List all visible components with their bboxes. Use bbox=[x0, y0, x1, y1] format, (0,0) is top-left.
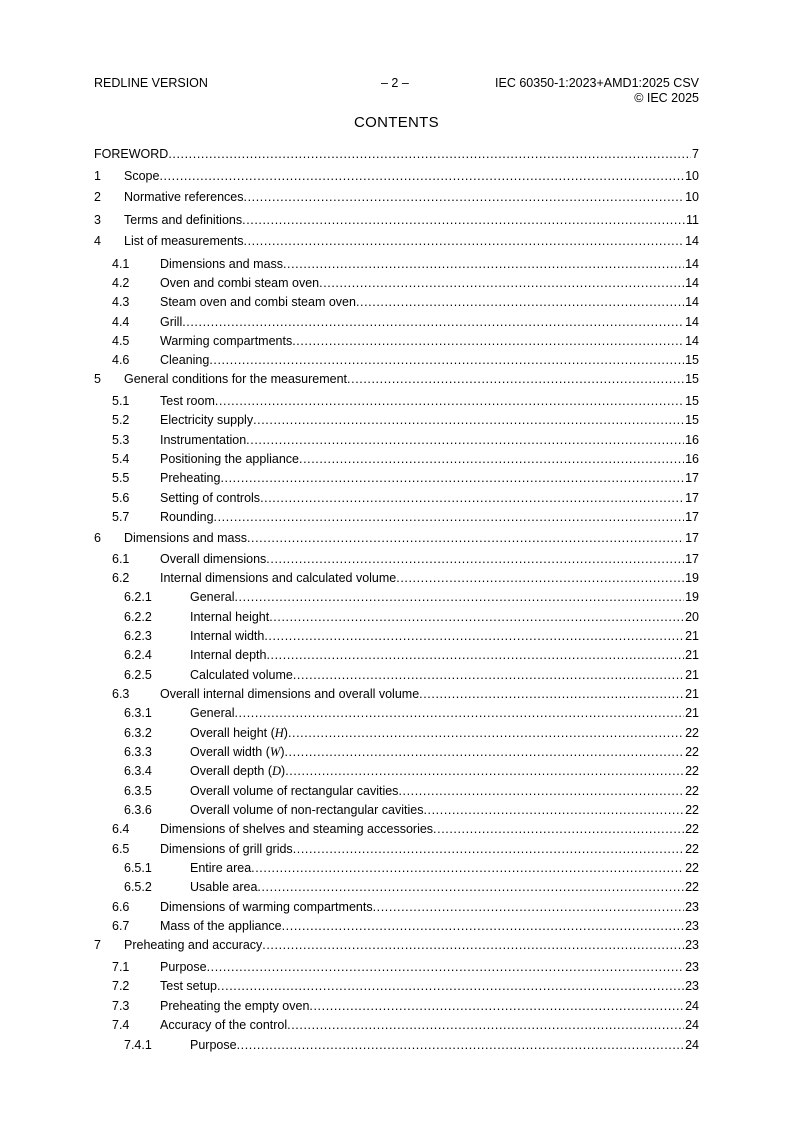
toc-leader-dots bbox=[237, 1037, 685, 1053]
toc-entry[interactable] bbox=[94, 1037, 699, 1053]
toc-leader-dots bbox=[283, 256, 684, 272]
toc-entry-page: 22 bbox=[685, 764, 699, 778]
toc-entry-page: 20 bbox=[685, 610, 699, 624]
toc-entry[interactable] bbox=[94, 530, 699, 546]
toc-entry-label: Purpose bbox=[160, 960, 207, 974]
toc-leader-dots bbox=[423, 802, 684, 818]
toc-entry-page: 14 bbox=[685, 276, 699, 290]
toc-entry-page: 14 bbox=[685, 295, 699, 309]
toc-entry-variable: W bbox=[269, 745, 281, 759]
toc-entry[interactable] bbox=[94, 256, 699, 272]
toc-entry[interactable] bbox=[94, 233, 699, 249]
toc-entry-body bbox=[190, 589, 699, 605]
toc-entry[interactable] bbox=[94, 168, 699, 184]
toc-leader-dots bbox=[293, 667, 684, 683]
toc-entry-label: Preheating and accuracy bbox=[124, 938, 263, 952]
toc-entry[interactable] bbox=[94, 763, 699, 779]
toc-entry-number: 4.3 bbox=[112, 295, 130, 309]
toc-leader-dots bbox=[215, 393, 684, 409]
toc-entry-page: 10 bbox=[685, 190, 699, 204]
toc-leader-dots bbox=[260, 490, 684, 506]
toc-entry-label: Internal dimensions and calculated volume bbox=[160, 571, 397, 585]
toc-entry[interactable] bbox=[94, 146, 699, 162]
toc-entry[interactable] bbox=[94, 879, 699, 895]
toc-entry-page: 22 bbox=[685, 880, 699, 894]
toc-leader-dots bbox=[242, 212, 685, 228]
toc-leader-dots bbox=[433, 821, 684, 837]
toc-leader-dots bbox=[220, 470, 684, 486]
toc-entry-number: 5.6 bbox=[112, 491, 130, 505]
toc-leader-dots bbox=[282, 918, 684, 934]
page-title: CONTENTS bbox=[354, 114, 439, 131]
toc-entry-number: 5.5 bbox=[112, 471, 130, 485]
toc-entry-label: General conditions for the measurement bbox=[124, 372, 348, 386]
toc-leader-dots bbox=[292, 333, 684, 349]
toc-entry-label: Preheating bbox=[160, 471, 221, 485]
toc-leader-dots bbox=[217, 978, 684, 994]
toc-entry-page: 17 bbox=[685, 510, 699, 524]
toc-entry-body bbox=[94, 146, 699, 162]
header-document-id bbox=[495, 76, 699, 105]
toc-leader-dots bbox=[293, 841, 684, 857]
toc-entry-page: 19 bbox=[685, 590, 699, 604]
toc-entry-number: 7 bbox=[94, 938, 101, 952]
toc-entry-number: 4.2 bbox=[112, 276, 130, 290]
toc-entry[interactable] bbox=[94, 1017, 699, 1033]
toc-entry-number: 6.5.1 bbox=[124, 861, 152, 875]
toc-leader-dots bbox=[398, 783, 684, 799]
toc-leader-dots bbox=[159, 168, 684, 184]
toc-entry[interactable] bbox=[94, 294, 699, 310]
toc-entry-page: 14 bbox=[685, 257, 699, 271]
toc-entry-body bbox=[190, 647, 699, 663]
toc-entry-page: 23 bbox=[685, 900, 699, 914]
toc-leader-dots bbox=[347, 371, 684, 387]
toc-leader-dots bbox=[262, 937, 684, 953]
toc-leader-dots bbox=[244, 189, 685, 205]
toc-entry-label: Overall width (W) bbox=[190, 745, 285, 759]
toc-entry-body bbox=[190, 705, 699, 721]
toc-entry-label: Terms and definitions bbox=[124, 213, 243, 227]
toc-entry-label: Scope bbox=[124, 169, 160, 183]
toc-entry-number: 4.5 bbox=[112, 334, 130, 348]
toc-entry-body bbox=[190, 763, 699, 779]
toc-entry-page: 14 bbox=[685, 315, 699, 329]
toc-leader-dots bbox=[284, 744, 684, 760]
toc-entry-body bbox=[190, 1037, 699, 1053]
toc-entry-page: 24 bbox=[685, 999, 699, 1013]
toc-entry[interactable] bbox=[94, 899, 699, 915]
toc-entry-number: 7.2 bbox=[112, 979, 130, 993]
toc-entry-body bbox=[124, 168, 699, 184]
toc-entry-label: Positioning the appliance bbox=[160, 452, 299, 466]
toc-entry-number: 7.3 bbox=[112, 999, 130, 1013]
toc-entry-label: General bbox=[190, 706, 235, 720]
toc-entry-number: 5.7 bbox=[112, 510, 130, 524]
toc-entry-page: 16 bbox=[685, 452, 699, 466]
toc-entry-number: 6.2.5 bbox=[124, 668, 152, 682]
toc-entry-label: Preheating the empty oven bbox=[160, 999, 310, 1013]
toc-entry-number: 4.1 bbox=[112, 257, 130, 271]
toc-entry-label: Oven and combi steam oven bbox=[160, 276, 320, 290]
toc-entry[interactable] bbox=[94, 451, 699, 467]
toc-entry-label: Internal height bbox=[190, 610, 270, 624]
toc-entry-page: 17 bbox=[685, 471, 699, 485]
toc-entry-label: Dimensions of shelves and steaming accessories bbox=[160, 822, 434, 836]
toc-entry-label: FOREWORD bbox=[94, 147, 169, 161]
toc-entry-label: Purpose bbox=[190, 1038, 237, 1052]
toc-entry-body bbox=[160, 1017, 699, 1033]
toc-leader-dots bbox=[356, 294, 684, 310]
toc-entry-body bbox=[160, 978, 699, 994]
toc-entry[interactable] bbox=[94, 802, 699, 818]
toc-entry-body bbox=[160, 294, 699, 310]
toc-entry[interactable] bbox=[94, 470, 699, 486]
toc-entry-number: 5.2 bbox=[112, 413, 130, 427]
toc-entry[interactable] bbox=[94, 959, 699, 975]
toc-leader-dots bbox=[234, 589, 684, 605]
toc-entry-label: Overall volume of rectangular cavities bbox=[190, 784, 399, 798]
toc-entry[interactable] bbox=[94, 918, 699, 934]
toc-entry-body bbox=[160, 352, 699, 368]
toc-entry-label: Test setup bbox=[160, 979, 217, 993]
toc-entry-label: Overall volume of non-rectangular cavities bbox=[190, 803, 424, 817]
header-copyright: © IEC 2025 bbox=[634, 90, 699, 105]
toc-entry-page: 24 bbox=[685, 1018, 699, 1032]
toc-leader-dots bbox=[246, 432, 684, 448]
toc-entry-number: 6.6 bbox=[112, 900, 130, 914]
toc-entry-label: Test room bbox=[160, 394, 215, 408]
toc-entry-number: 5 bbox=[94, 372, 101, 386]
toc-entry-number: 6.2.4 bbox=[124, 648, 152, 662]
toc-entry-number: 1 bbox=[94, 169, 101, 183]
toc-entry-body bbox=[124, 233, 699, 249]
toc-entry[interactable] bbox=[94, 744, 699, 760]
toc-leader-dots bbox=[299, 451, 684, 467]
toc-leader-dots bbox=[253, 412, 684, 428]
toc-leader-dots bbox=[244, 233, 685, 249]
toc-entry[interactable] bbox=[94, 570, 699, 586]
toc-leader-dots bbox=[209, 352, 684, 368]
toc-entry-page: 23 bbox=[685, 960, 699, 974]
toc-leader-dots bbox=[373, 899, 685, 915]
toc-leader-dots bbox=[251, 860, 684, 876]
header-page-number: – 2 – bbox=[381, 76, 409, 90]
toc-entry-number: 6.3.2 bbox=[124, 726, 152, 740]
toc-leader-dots bbox=[269, 609, 684, 625]
toc-leader-dots bbox=[168, 146, 691, 162]
toc-entry-body bbox=[124, 189, 699, 205]
toc-entry-label: Grill bbox=[160, 315, 183, 329]
toc-leader-dots bbox=[309, 998, 684, 1014]
toc-entry-body bbox=[160, 570, 699, 586]
toc-entry-body bbox=[160, 412, 699, 428]
toc-entry-page: 21 bbox=[685, 629, 699, 643]
toc-entry[interactable] bbox=[94, 352, 699, 368]
toc-entry[interactable] bbox=[94, 860, 699, 876]
toc-entry-page: 22 bbox=[685, 745, 699, 759]
toc-entry[interactable] bbox=[94, 333, 699, 349]
toc-entry-body bbox=[160, 275, 699, 291]
toc-entry-number: 6.4 bbox=[112, 822, 130, 836]
toc-leader-dots bbox=[287, 1017, 684, 1033]
toc-entry-body bbox=[190, 667, 699, 683]
toc-entry[interactable] bbox=[94, 589, 699, 605]
toc-entry[interactable] bbox=[94, 937, 699, 953]
toc-leader-dots bbox=[207, 959, 685, 975]
toc-entry-body bbox=[124, 937, 699, 953]
toc-leader-dots bbox=[257, 879, 684, 895]
toc-leader-dots bbox=[247, 530, 684, 546]
toc-entry-label: Overall depth (D) bbox=[190, 764, 286, 778]
toc-entry-label: Normative references bbox=[124, 190, 244, 204]
toc-entry-page: 24 bbox=[685, 1038, 699, 1052]
toc-entry[interactable] bbox=[94, 432, 699, 448]
toc-leader-dots bbox=[419, 686, 684, 702]
toc-entry[interactable] bbox=[94, 609, 699, 625]
toc-entry[interactable] bbox=[94, 841, 699, 857]
toc-entry-number: 5.1 bbox=[112, 394, 130, 408]
toc-entry-body bbox=[124, 371, 699, 387]
toc-entry-page: 15 bbox=[685, 413, 699, 427]
toc-entry-body bbox=[160, 918, 699, 934]
toc-entry-body bbox=[160, 470, 699, 486]
toc-entry-label: Internal depth bbox=[190, 648, 267, 662]
toc-entry-page: 22 bbox=[685, 861, 699, 875]
toc-entry-body bbox=[190, 879, 699, 895]
toc-entry-page: 15 bbox=[685, 353, 699, 367]
toc-entry-body bbox=[160, 821, 699, 837]
toc-entry-label: Entire area bbox=[190, 861, 252, 875]
toc-entry-page: 7 bbox=[692, 147, 699, 161]
toc-entry-body bbox=[124, 530, 699, 546]
toc-entry-label: Overall dimensions bbox=[160, 552, 267, 566]
toc-entry-page: 22 bbox=[685, 822, 699, 836]
toc-entry-body bbox=[160, 551, 699, 567]
toc-entry[interactable] bbox=[94, 783, 699, 799]
toc-entry[interactable] bbox=[94, 275, 699, 291]
toc-entry-page: 23 bbox=[685, 979, 699, 993]
toc-entry-label: Setting of controls bbox=[160, 491, 261, 505]
toc-leader-dots bbox=[319, 275, 684, 291]
toc-entry-number: 6.3.4 bbox=[124, 764, 152, 778]
toc-entry-number: 7.4 bbox=[112, 1018, 130, 1032]
toc-entry-label: Dimensions of warming compartments bbox=[160, 900, 373, 914]
toc-entry-page: 22 bbox=[685, 842, 699, 856]
toc-entry-number: 6.7 bbox=[112, 919, 130, 933]
toc-entry-body bbox=[190, 725, 699, 741]
toc-entry-number: 5.4 bbox=[112, 452, 130, 466]
toc-entry-label: List of measurements bbox=[124, 234, 244, 248]
toc-entry-label: Usable area bbox=[190, 880, 258, 894]
toc-entry-page: 21 bbox=[685, 706, 699, 720]
toc-entry-label: Warming compartments bbox=[160, 334, 293, 348]
toc-entry-number: 6 bbox=[94, 531, 101, 545]
toc-entry-number: 6.3.5 bbox=[124, 784, 152, 798]
toc-entry-page: 17 bbox=[685, 531, 699, 545]
toc-leader-dots bbox=[214, 509, 685, 525]
toc-entry-page: 17 bbox=[685, 491, 699, 505]
toc-entry-number: 3 bbox=[94, 213, 101, 227]
toc-entry-number: 5.3 bbox=[112, 433, 130, 447]
toc-entry[interactable] bbox=[94, 189, 699, 205]
toc-entry-page: 23 bbox=[685, 919, 699, 933]
toc-entry-page: 15 bbox=[685, 394, 699, 408]
toc-entry-number: 4.4 bbox=[112, 315, 130, 329]
toc-entry[interactable] bbox=[94, 490, 699, 506]
toc-entry-number: 6.5 bbox=[112, 842, 130, 856]
toc-entry-page: 21 bbox=[685, 687, 699, 701]
toc-entry-label: Dimensions of grill grids bbox=[160, 842, 293, 856]
toc-entry-page: 22 bbox=[685, 784, 699, 798]
toc-entry-label: Cleaning bbox=[160, 353, 210, 367]
toc-entry-number: 6.3.6 bbox=[124, 803, 152, 817]
toc-entry-number: 7.4.1 bbox=[124, 1038, 152, 1052]
toc-entry-number: 6.3.1 bbox=[124, 706, 152, 720]
toc-entry-body bbox=[190, 744, 699, 760]
toc-entry[interactable] bbox=[94, 412, 699, 428]
toc-entry-body bbox=[190, 783, 699, 799]
toc-entry[interactable] bbox=[94, 978, 699, 994]
toc-entry[interactable] bbox=[94, 667, 699, 683]
toc-entry-number: 6.2.1 bbox=[124, 590, 152, 604]
toc-entry-page: 11 bbox=[686, 213, 699, 227]
toc-entry-label: General bbox=[190, 590, 235, 604]
toc-entry-page: 21 bbox=[685, 648, 699, 662]
toc-entry[interactable] bbox=[94, 371, 699, 387]
toc-entry-number: 6.1 bbox=[112, 552, 130, 566]
toc-entry[interactable] bbox=[94, 509, 699, 525]
toc-entry-number: 4.6 bbox=[112, 353, 130, 367]
toc-entry-page: 14 bbox=[685, 234, 699, 248]
toc-leader-dots bbox=[264, 628, 684, 644]
toc-entry-body bbox=[160, 490, 699, 506]
toc-entry-number: 7.1 bbox=[112, 960, 130, 974]
toc-entry-body bbox=[160, 998, 699, 1014]
toc-entry-number: 6.2.3 bbox=[124, 629, 152, 643]
toc-entry-body bbox=[190, 802, 699, 818]
toc-entry-label: Mass of the appliance bbox=[160, 919, 282, 933]
toc-entry-label: Overall height (H) bbox=[190, 726, 288, 740]
toc-leader-dots bbox=[288, 725, 684, 741]
toc-entry-body bbox=[160, 686, 699, 702]
toc-entry-page: 21 bbox=[685, 668, 699, 682]
toc-entry-number: 2 bbox=[94, 190, 101, 204]
toc-entry-body bbox=[160, 509, 699, 525]
toc-entry-number: 4 bbox=[94, 234, 101, 248]
toc-entry-body bbox=[124, 212, 699, 228]
toc-entry-number: 6.2.2 bbox=[124, 610, 152, 624]
toc-entry-page: 23 bbox=[685, 938, 699, 952]
toc-leader-dots bbox=[266, 551, 684, 567]
toc-entry-page: 19 bbox=[685, 571, 699, 585]
toc-entry-number: 6.3 bbox=[112, 687, 130, 701]
toc-entry-body bbox=[160, 451, 699, 467]
toc-entry[interactable] bbox=[94, 686, 699, 702]
toc-entry-label: Internal width bbox=[190, 629, 265, 643]
toc-entry-body bbox=[190, 628, 699, 644]
toc-entry-label: Electricity supply bbox=[160, 413, 254, 427]
toc-entry-body bbox=[160, 333, 699, 349]
toc-leader-dots bbox=[182, 314, 684, 330]
toc-entry[interactable] bbox=[94, 314, 699, 330]
toc-entry-number: 6.2 bbox=[112, 571, 130, 585]
toc-entry-label: Overall internal dimensions and overall volume bbox=[160, 687, 420, 701]
toc-entry-label: Rounding bbox=[160, 510, 214, 524]
toc-entry-body bbox=[190, 609, 699, 625]
toc-entry-number: 6.5.2 bbox=[124, 880, 152, 894]
toc-entry-page: 10 bbox=[685, 169, 699, 183]
toc-entry-variable: H bbox=[274, 726, 284, 740]
toc-entry-page: 22 bbox=[685, 726, 699, 740]
toc-entry-label: Dimensions and mass bbox=[160, 257, 283, 271]
header-standard-number: IEC 60350-1:2023+AMD1:2025 CSV bbox=[495, 76, 699, 90]
toc-leader-dots bbox=[396, 570, 684, 586]
toc-entry-body bbox=[160, 256, 699, 272]
toc-entry[interactable] bbox=[94, 821, 699, 837]
page-header bbox=[94, 76, 699, 108]
toc-entry-variable: D bbox=[272, 764, 282, 778]
toc-entry-body bbox=[160, 432, 699, 448]
toc-entry[interactable] bbox=[94, 212, 699, 228]
toc-entry[interactable] bbox=[94, 725, 699, 741]
toc-entry-label: Steam oven and combi steam oven bbox=[160, 295, 356, 309]
toc-leader-dots bbox=[234, 705, 684, 721]
header-version-label: REDLINE VERSION bbox=[94, 76, 208, 90]
toc-entry-label: Instrumentation bbox=[160, 433, 247, 447]
toc-entry-body bbox=[160, 899, 699, 915]
toc-entry-label: Dimensions and mass bbox=[124, 531, 247, 545]
toc-entry-body bbox=[160, 841, 699, 857]
toc-leader-dots bbox=[285, 763, 684, 779]
toc-entry-body bbox=[190, 860, 699, 876]
toc-entry-body bbox=[160, 314, 699, 330]
toc-entry[interactable] bbox=[94, 998, 699, 1014]
toc-entry-body bbox=[160, 959, 699, 975]
toc-entry-page: 16 bbox=[685, 433, 699, 447]
toc-leader-dots bbox=[266, 647, 684, 663]
toc-entry-page: 15 bbox=[685, 372, 699, 386]
toc-entry-body bbox=[160, 393, 699, 409]
toc-entry-label: Accuracy of the control bbox=[160, 1018, 288, 1032]
toc-entry[interactable] bbox=[94, 551, 699, 567]
toc-entry-page: 22 bbox=[685, 803, 699, 817]
toc-entry[interactable] bbox=[94, 705, 699, 721]
toc-entry-page: 17 bbox=[685, 552, 699, 566]
toc-entry-label: Calculated volume bbox=[190, 668, 293, 682]
toc-entry[interactable] bbox=[94, 628, 699, 644]
toc-entry-page: 14 bbox=[685, 334, 699, 348]
toc-entry[interactable] bbox=[94, 647, 699, 663]
toc-entry[interactable] bbox=[94, 393, 699, 409]
toc-entry-number: 6.3.3 bbox=[124, 745, 152, 759]
